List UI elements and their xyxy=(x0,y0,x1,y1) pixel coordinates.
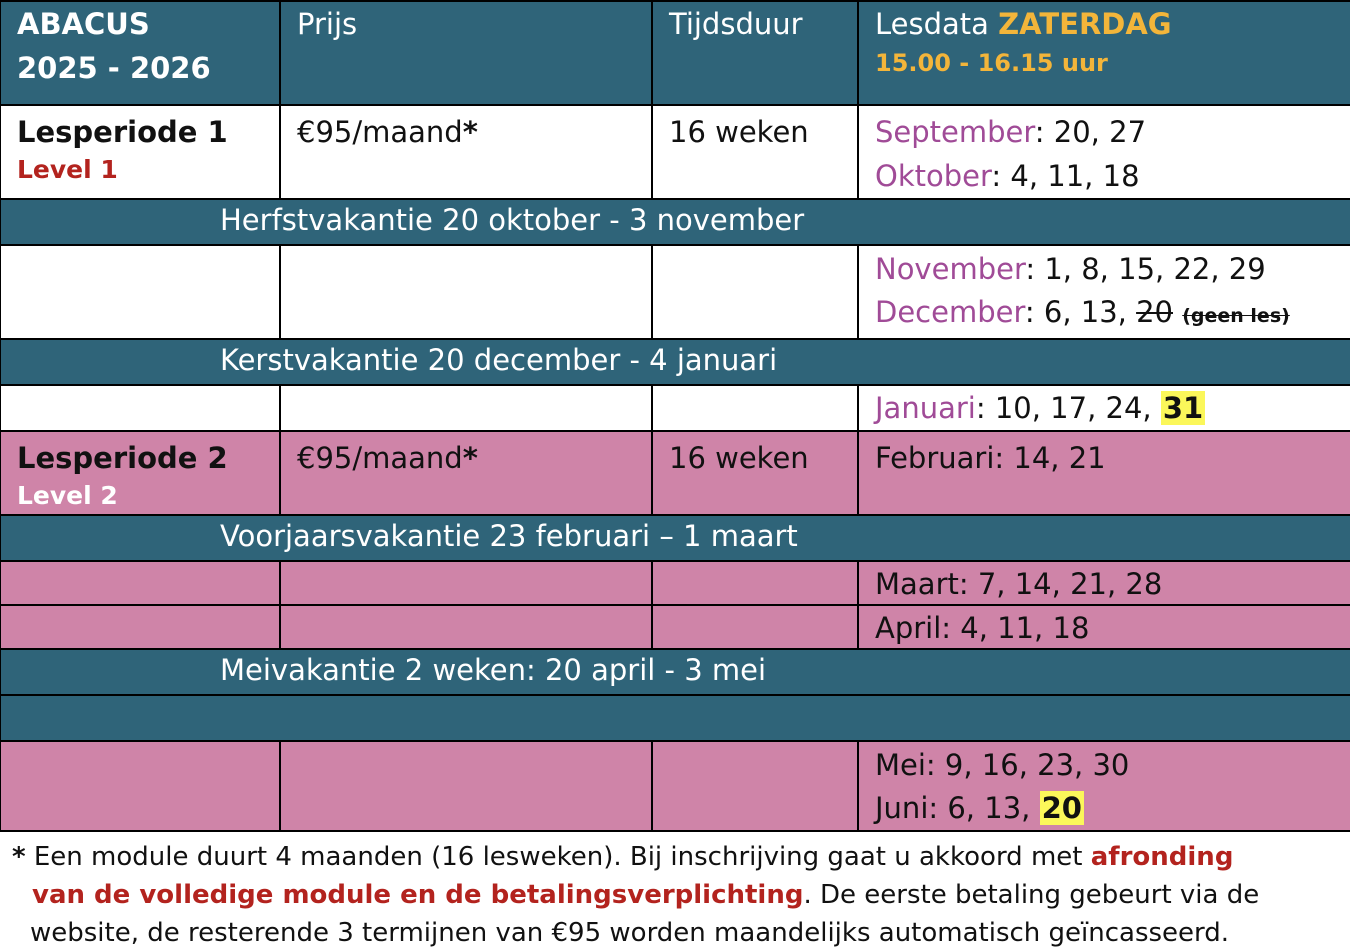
header-title-cell xyxy=(0,1,280,105)
empty-teal-cell xyxy=(0,695,1350,741)
januari-highlight-day: 31 xyxy=(1162,391,1204,425)
februari-dates: Februari: 14, 21 xyxy=(875,441,1106,475)
block6-row xyxy=(0,741,1350,831)
vacation-row xyxy=(0,339,1350,385)
period1-price: €95/maand xyxy=(297,115,463,149)
period2-duration: 16 weken xyxy=(669,441,809,475)
no-lesson-note: (geen les) xyxy=(1182,305,1290,327)
vacation-row xyxy=(0,649,1350,695)
header-dates-cell xyxy=(858,1,1350,105)
period2-name: Lesperiode 2 xyxy=(17,441,228,475)
month-januari: Januari xyxy=(875,391,976,425)
oktober-days: : 4, 11, 18 xyxy=(991,159,1140,193)
block4-row xyxy=(0,561,1350,605)
header-duration-cell xyxy=(652,1,858,105)
footnote-text2: . De eerste betaling gebeurt via de xyxy=(803,880,1260,910)
block2-row xyxy=(0,245,1350,339)
period2-price: €95/maand xyxy=(297,441,463,475)
empty-cell xyxy=(0,385,280,431)
period1-name: Lesperiode 1 xyxy=(17,115,228,149)
empty-cell xyxy=(652,605,858,649)
period1-level: Level 1 xyxy=(17,155,118,184)
vacation-voorjaar xyxy=(0,515,1350,561)
empty-cell xyxy=(280,245,652,339)
period2-duration-cell xyxy=(652,431,858,515)
period2-row xyxy=(0,431,1350,515)
vacation-row xyxy=(0,199,1350,245)
empty-cell xyxy=(652,385,858,431)
maart-dates: Maart: 7, 14, 21, 28 xyxy=(875,567,1163,601)
header-row xyxy=(0,1,1350,105)
block5-dates-cell xyxy=(858,605,1350,649)
april-dates: April: 4, 11, 18 xyxy=(875,611,1090,645)
header-title-line2: 2025 - 2026 xyxy=(17,51,211,85)
vacation-mei xyxy=(0,649,1350,695)
spacer-row xyxy=(0,695,1350,741)
empty-cell xyxy=(652,561,858,605)
vacation-row xyxy=(0,515,1350,561)
header-price: Prijs xyxy=(297,7,358,41)
december-struck-day: 20 xyxy=(1136,295,1173,329)
september-days: : 20, 27 xyxy=(1034,115,1147,149)
vacation-voorjaar-text: Voorjaarsvakantie 23 februari – 1 maart xyxy=(220,519,798,553)
empty-cell xyxy=(280,385,652,431)
header-dates-time: 15.00 - 16.15 uur xyxy=(875,49,1108,77)
month-oktober: Oktober xyxy=(875,159,992,193)
juni-highlight-day: 20 xyxy=(1041,791,1082,825)
period1-name-cell xyxy=(0,105,280,199)
month-november: November xyxy=(875,252,1026,286)
empty-cell xyxy=(280,741,652,831)
vacation-kerst xyxy=(0,339,1350,385)
block3-dates-cell xyxy=(858,385,1350,431)
januari-days: : 10, 17, 24, xyxy=(975,391,1161,425)
footnote-text3: website, de resterende 3 termijnen van €95 worden maandelijks automatisch geïncasseerd. xyxy=(30,918,1230,948)
empty-cell xyxy=(652,245,858,339)
december-days: : 6, 13, xyxy=(1024,295,1137,329)
month-december: December xyxy=(875,295,1025,329)
vacation-herfst-text: Herfstvakantie 20 oktober - 3 november xyxy=(220,203,805,237)
period2-dates-cell xyxy=(858,431,1350,515)
empty-cell xyxy=(652,741,858,831)
period1-row xyxy=(0,105,1350,199)
period2-level: Level 2 xyxy=(17,481,118,510)
footnote-red2: van de volledige module en de betalingsverplichting xyxy=(32,880,804,910)
footnote-star: * xyxy=(12,842,26,872)
period2-price-cell xyxy=(280,431,652,515)
vacation-mei-text: Meivakantie 2 weken: 20 april - 3 mei xyxy=(220,653,767,687)
empty-cell xyxy=(0,245,280,339)
block4-dates-cell xyxy=(858,561,1350,605)
footnote-red1: afronding xyxy=(1090,842,1234,872)
block3-row xyxy=(0,385,1350,431)
juni-dates: Juni: 6, 13, xyxy=(875,791,1040,825)
empty-cell xyxy=(280,561,652,605)
period1-price-cell xyxy=(280,105,652,199)
header-dates-day: ZATERDAG xyxy=(998,7,1172,41)
period1-asterisk: * xyxy=(462,115,478,149)
header-title-line1: ABACUS xyxy=(17,7,150,41)
block5-row xyxy=(0,605,1350,649)
footnote xyxy=(0,832,1350,952)
header-dates-prefix: Lesdata xyxy=(875,7,999,41)
block2-dates-cell xyxy=(858,245,1350,339)
period1-duration: 16 weken xyxy=(669,115,809,149)
empty-cell xyxy=(0,605,280,649)
empty-cell xyxy=(0,561,280,605)
header-price-cell xyxy=(280,1,652,105)
empty-cell xyxy=(0,741,280,831)
empty-cell xyxy=(280,605,652,649)
period1-dates-cell xyxy=(858,105,1350,199)
footnote-text1: Een module duurt 4 maanden (16 lesweken). Bij inschrijving gaat u akkoord met xyxy=(25,842,1091,872)
period1-duration-cell xyxy=(652,105,858,199)
november-days: : 1, 8, 15, 22, 29 xyxy=(1025,252,1266,286)
month-september: September xyxy=(875,115,1035,149)
mei-dates: Mei: 9, 16, 23, 30 xyxy=(875,748,1130,782)
header-duration: Tijdsduur xyxy=(669,7,803,41)
period2-asterisk: * xyxy=(462,441,478,475)
block6-dates-cell xyxy=(858,741,1350,831)
period2-name-cell xyxy=(0,431,280,515)
vacation-kerst-text: Kerstvakantie 20 december - 4 januari xyxy=(220,343,778,377)
vacation-herfst xyxy=(0,199,1350,245)
